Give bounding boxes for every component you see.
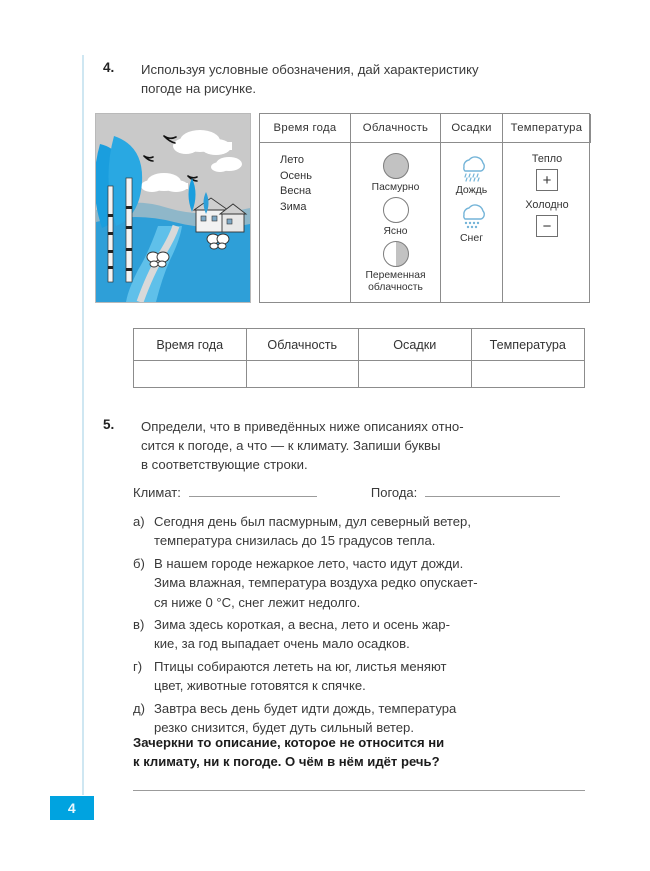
list-item	[133, 554, 590, 612]
task-5	[103, 417, 590, 474]
legend-header-precipitation: Осадки	[441, 114, 503, 143]
season-summer: Лето	[280, 154, 305, 166]
task-5-line-1: Определи, что в приведённых ниже описаниях отно-	[141, 419, 464, 434]
item-marker-b: б)	[133, 555, 145, 571]
task-5-line-2: сится к погоде, а что — к климату. Запиши буквы	[141, 438, 441, 453]
item-v-line-2: кие, за год выпадает очень мало осадков.	[154, 636, 410, 652]
final-answer-line[interactable]	[133, 790, 585, 791]
weather-label: Погода:	[370, 485, 418, 500]
item-a-line-1: Сегодня день был пасмурным, дул северный ветер,	[154, 514, 471, 529]
precipitation-rain	[455, 153, 489, 196]
answer-table[interactable]	[133, 328, 585, 388]
answer-cell-precipitation[interactable]	[359, 361, 472, 387]
answer-header-temperature: Температура	[472, 329, 585, 361]
item-b-line-1: В нашем городе нежаркое лето, часто идут дожди.	[154, 555, 464, 571]
task-4-line-2: погоде на рисунке.	[141, 81, 257, 96]
temperature-warm-label: Тепло	[531, 153, 563, 165]
snow-cloud-icon	[455, 201, 489, 231]
legend-table	[259, 113, 590, 303]
temperature-cold-label: Холодно	[525, 199, 569, 211]
precipitation-snow	[455, 201, 489, 244]
item-marker-v: в)	[133, 617, 145, 633]
item-text-g	[154, 657, 590, 696]
task-5-text	[141, 417, 590, 474]
list-item	[133, 512, 590, 551]
cloudiness-overcast-label: Пасмурно	[371, 182, 420, 193]
empty-circle-icon	[383, 197, 409, 223]
item-text-d	[154, 699, 590, 738]
item-text-a	[154, 512, 590, 551]
season-winter: Зима	[280, 200, 307, 213]
list-item	[133, 699, 590, 738]
crossout-line-1: Зачеркни то описание, которое не относится ни	[133, 735, 445, 750]
weather-input-line[interactable]	[425, 484, 560, 497]
rain-cloud-icon	[455, 153, 489, 183]
item-a-line-2: температура снизилась до 15 градусов тепла.	[154, 533, 436, 549]
legend-header-season: Время года	[260, 114, 351, 143]
legend-cell-temperature	[503, 143, 591, 302]
task-5-line-3: в соответствующие строки.	[141, 457, 308, 472]
item-text-v	[154, 615, 590, 654]
precipitation-rain-label: Дождь	[455, 184, 488, 196]
task-5-number: 5.	[103, 417, 115, 432]
cloudiness-variable	[351, 241, 440, 294]
item-marker-g: г)	[133, 658, 143, 674]
answer-cell-cloudiness[interactable]	[247, 361, 360, 387]
page-number-badge: 4	[50, 796, 94, 820]
answer-cell-temperature[interactable]	[472, 361, 585, 387]
answer-cell-season[interactable]	[134, 361, 247, 387]
task-4	[103, 60, 590, 98]
item-marker-d: д)	[133, 700, 146, 716]
landscape-svg	[96, 114, 250, 302]
crossout-line-2: к климату, ни к погоде. О чём в нём идёт речь?	[133, 754, 440, 770]
temperature-warm	[532, 153, 562, 191]
minus-sign-icon: −	[536, 215, 558, 237]
plus-sign-icon: +	[536, 169, 558, 191]
legend-cell-cloudiness	[351, 143, 441, 302]
item-d-line-2: резко снизится, будет дуть сильный ветер.	[154, 720, 414, 736]
season-autumn: Осень	[280, 169, 312, 182]
answer-header-precipitation: Осадки	[359, 329, 472, 361]
cloudiness-clear-label: Ясно	[383, 226, 408, 237]
legend-cell-seasons	[260, 143, 351, 302]
answer-header-season: Время года	[134, 329, 247, 361]
item-b-line-3: ся ниже 0 °С, снег лежит недолго.	[154, 594, 361, 610]
legend-header-cloudiness: Облачность	[351, 114, 441, 143]
task-4-number: 4.	[103, 60, 115, 75]
filled-circle-icon	[383, 153, 409, 179]
task-4-line-1: Используя условные обозначения, дай характеристику	[141, 62, 479, 77]
item-v-line-1: Зима здесь короткая, а весна, лето и осень жар-	[154, 617, 450, 633]
item-g-line-2: цвет, животные готовятся к спячке.	[154, 678, 366, 694]
half-circle-icon	[383, 241, 409, 267]
climate-label: Климат:	[133, 485, 181, 500]
temperature-cold	[525, 199, 568, 237]
task-4-text	[141, 60, 590, 98]
climate-input-line[interactable]	[189, 484, 317, 497]
item-text-b	[154, 554, 590, 612]
answer-header-cloudiness: Облачность	[247, 329, 360, 361]
description-list	[133, 512, 590, 740]
cloudiness-variable-label: Переменная облачность	[365, 270, 426, 293]
item-g-line-1: Птицы собираются лететь на юг, листья меняют	[154, 658, 447, 674]
cloudiness-clear	[383, 197, 409, 238]
legend-cell-precipitation	[441, 143, 503, 302]
item-d-line-1: Завтра весь день будет идти дождь, температура	[154, 700, 457, 716]
precipitation-snow-label: Снег	[459, 232, 484, 244]
item-marker-a: а)	[133, 514, 145, 529]
list-item	[133, 657, 590, 696]
climate-weather-fill-row	[133, 484, 590, 500]
item-b-line-2: Зима влажная, температура воздуха редко опускает-	[154, 575, 478, 591]
weather-landscape-illustration	[95, 113, 251, 303]
season-spring: Весна	[280, 185, 312, 197]
crossout-instruction	[133, 733, 590, 772]
legend-header-temperature: Температура	[503, 114, 591, 143]
cloudiness-overcast	[372, 153, 420, 194]
left-margin-rule	[82, 55, 84, 795]
list-item	[133, 615, 590, 654]
